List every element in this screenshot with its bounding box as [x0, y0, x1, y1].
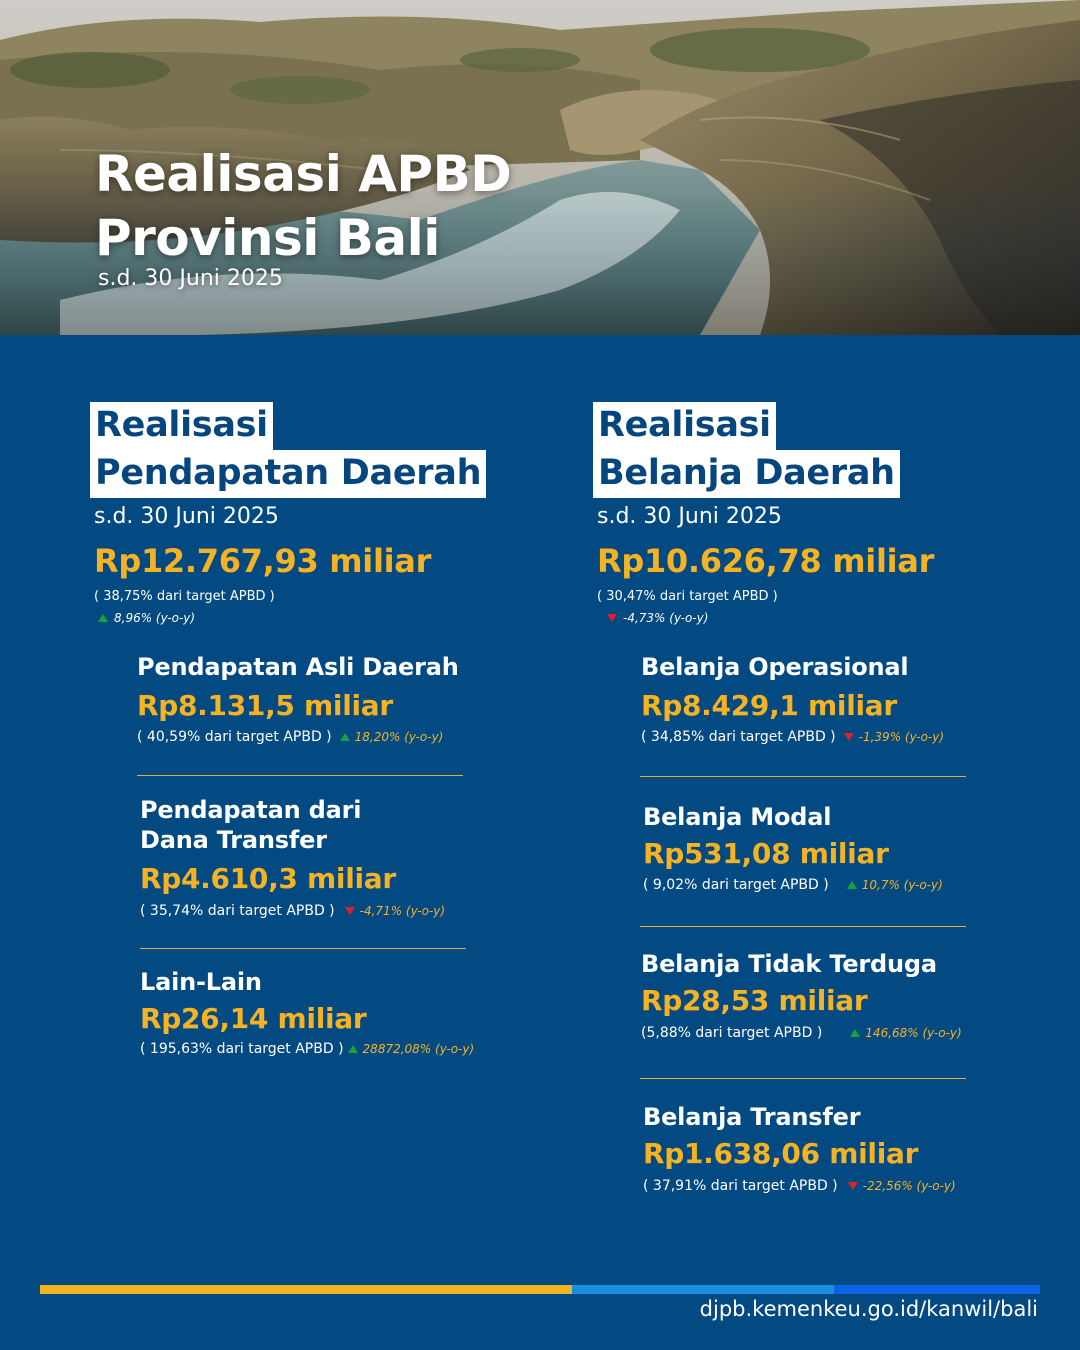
down-arrow-icon: [345, 907, 355, 915]
pad-note: [137, 729, 443, 745]
dana-transfer-note: [140, 903, 445, 919]
belanja-tidak-terduga-note: [641, 1025, 962, 1041]
belanja-heading-line2: Belanja Daerah: [593, 450, 900, 498]
belanja-operasional-yoy: [844, 730, 944, 744]
divider: [140, 948, 466, 949]
divider: [640, 1078, 966, 1079]
belanja-modal-note: [643, 877, 943, 893]
belanja-modal-yoy-value: 10,7% (y-o-y): [861, 878, 943, 892]
pendapatan-heading: [90, 402, 486, 498]
pendapatan-yoy: [98, 611, 195, 625]
pendapatan-yoy-value: 8,96% (y-o-y): [114, 611, 196, 625]
up-arrow-icon: [98, 614, 108, 622]
lain-lain-target-note: ( 195,63% dari target APBD ): [140, 1041, 344, 1057]
dana-transfer-title: [140, 795, 361, 855]
belanja-transfer-yoy-value: -22,56% (y-o-y): [862, 1179, 956, 1193]
belanja-target-note: ( 30,47% dari target APBD ): [597, 589, 778, 604]
belanja-tidak-terduga-title: Belanja Tidak Terduga: [641, 950, 937, 978]
hero-title-line2: Provinsi Bali: [95, 209, 440, 267]
pad-yoy: [340, 730, 444, 744]
down-arrow-icon: [844, 733, 854, 741]
hero-title-line1: Realisasi APBD: [95, 145, 512, 203]
dana-transfer-title-line1: Pendapatan dari: [140, 796, 362, 824]
belanja-tidak-terduga-target-note: (5,88% dari target APBD ): [641, 1025, 823, 1041]
belanja-date: s.d. 30 Juni 2025: [597, 504, 782, 529]
belanja-operasional-target-note: ( 34,85% dari target APBD ): [641, 729, 836, 745]
pad-amount: Rp8.131,5 miliar: [137, 689, 393, 722]
up-arrow-icon: [348, 1045, 358, 1053]
divider: [640, 926, 966, 927]
up-arrow-icon: [340, 733, 350, 741]
belanja-transfer-title: Belanja Transfer: [643, 1103, 861, 1131]
pendapatan-date: s.d. 30 Juni 2025: [94, 504, 279, 529]
belanja-modal-target-note: ( 9,02% dari target APBD ): [643, 877, 829, 893]
lain-lain-amount: Rp26,14 miliar: [140, 1002, 367, 1035]
belanja-yoy-value: -4,73% (y-o-y): [623, 611, 709, 625]
belanja-transfer-target-note: ( 37,91% dari target APBD ): [643, 1178, 838, 1194]
belanja-transfer-amount: Rp1.638,06 miliar: [643, 1137, 919, 1170]
pendapatan-target-note: ( 38,75% dari target APBD ): [94, 589, 275, 604]
belanja-operasional-yoy-value: -1,39% (y-o-y): [858, 730, 945, 744]
dana-transfer-amount: Rp4.610,3 miliar: [140, 862, 396, 895]
dana-transfer-title-line2: Dana Transfer: [140, 826, 327, 854]
belanja-tidak-terduga-yoy-value: 146,68% (y-o-y): [865, 1026, 962, 1040]
hero-banner: [0, 0, 1080, 335]
pad-title: Pendapatan Asli Daerah: [137, 653, 459, 681]
divider: [137, 775, 463, 776]
pendapatan-heading-line2: Pendapatan Daerah: [90, 450, 486, 498]
dana-transfer-target-note: ( 35,74% dari target APBD ): [140, 903, 335, 919]
belanja-operasional-note: [641, 729, 944, 745]
footer-bar-gold: [40, 1285, 572, 1294]
down-arrow-icon: [848, 1182, 858, 1190]
belanja-heading-line1: Realisasi: [593, 402, 776, 450]
lain-lain-yoy-value: 28872,08% (y-o-y): [362, 1042, 475, 1056]
up-arrow-icon: [850, 1029, 860, 1037]
lain-lain-yoy: [348, 1042, 475, 1056]
lain-lain-note: [140, 1041, 474, 1057]
pad-target-note: ( 40,59% dari target APBD ): [137, 729, 332, 745]
dana-transfer-yoy-value: -4,71% (y-o-y): [359, 904, 446, 918]
footer-url: djpb.kemenkeu.go.id/kanwil/bali: [699, 1297, 1038, 1321]
pendapatan-heading-line1: Realisasi: [90, 402, 273, 450]
belanja-modal-title: Belanja Modal: [643, 803, 832, 831]
footer-bar-blue: [572, 1285, 834, 1294]
dana-transfer-yoy: [345, 904, 445, 918]
belanja-tidak-terduga-yoy: [850, 1026, 961, 1040]
up-arrow-icon: [847, 881, 857, 889]
belanja-operasional-title: Belanja Operasional: [641, 653, 909, 681]
belanja-modal-amount: Rp531,08 miliar: [643, 837, 889, 870]
belanja-yoy: [607, 611, 708, 625]
divider: [640, 776, 966, 777]
belanja-modal-yoy: [847, 878, 943, 892]
down-arrow-icon: [607, 614, 617, 622]
hero-subtitle: s.d. 30 Juni 2025: [98, 266, 283, 291]
belanja-transfer-note: [643, 1178, 956, 1194]
hero-title: [95, 142, 511, 270]
pendapatan-total-amount: Rp12.767,93 miliar: [94, 542, 432, 580]
footer-bar-bright-blue: [834, 1285, 1040, 1294]
belanja-total-amount: Rp10.626,78 miliar: [597, 542, 935, 580]
lain-lain-title: Lain-Lain: [140, 968, 262, 996]
belanja-heading: [593, 402, 900, 498]
belanja-tidak-terduga-amount: Rp28,53 miliar: [641, 984, 868, 1017]
pad-yoy-value: 18,20% (y-o-y): [354, 730, 444, 744]
belanja-transfer-yoy: [848, 1179, 956, 1193]
belanja-operasional-amount: Rp8.429,1 miliar: [641, 689, 897, 722]
